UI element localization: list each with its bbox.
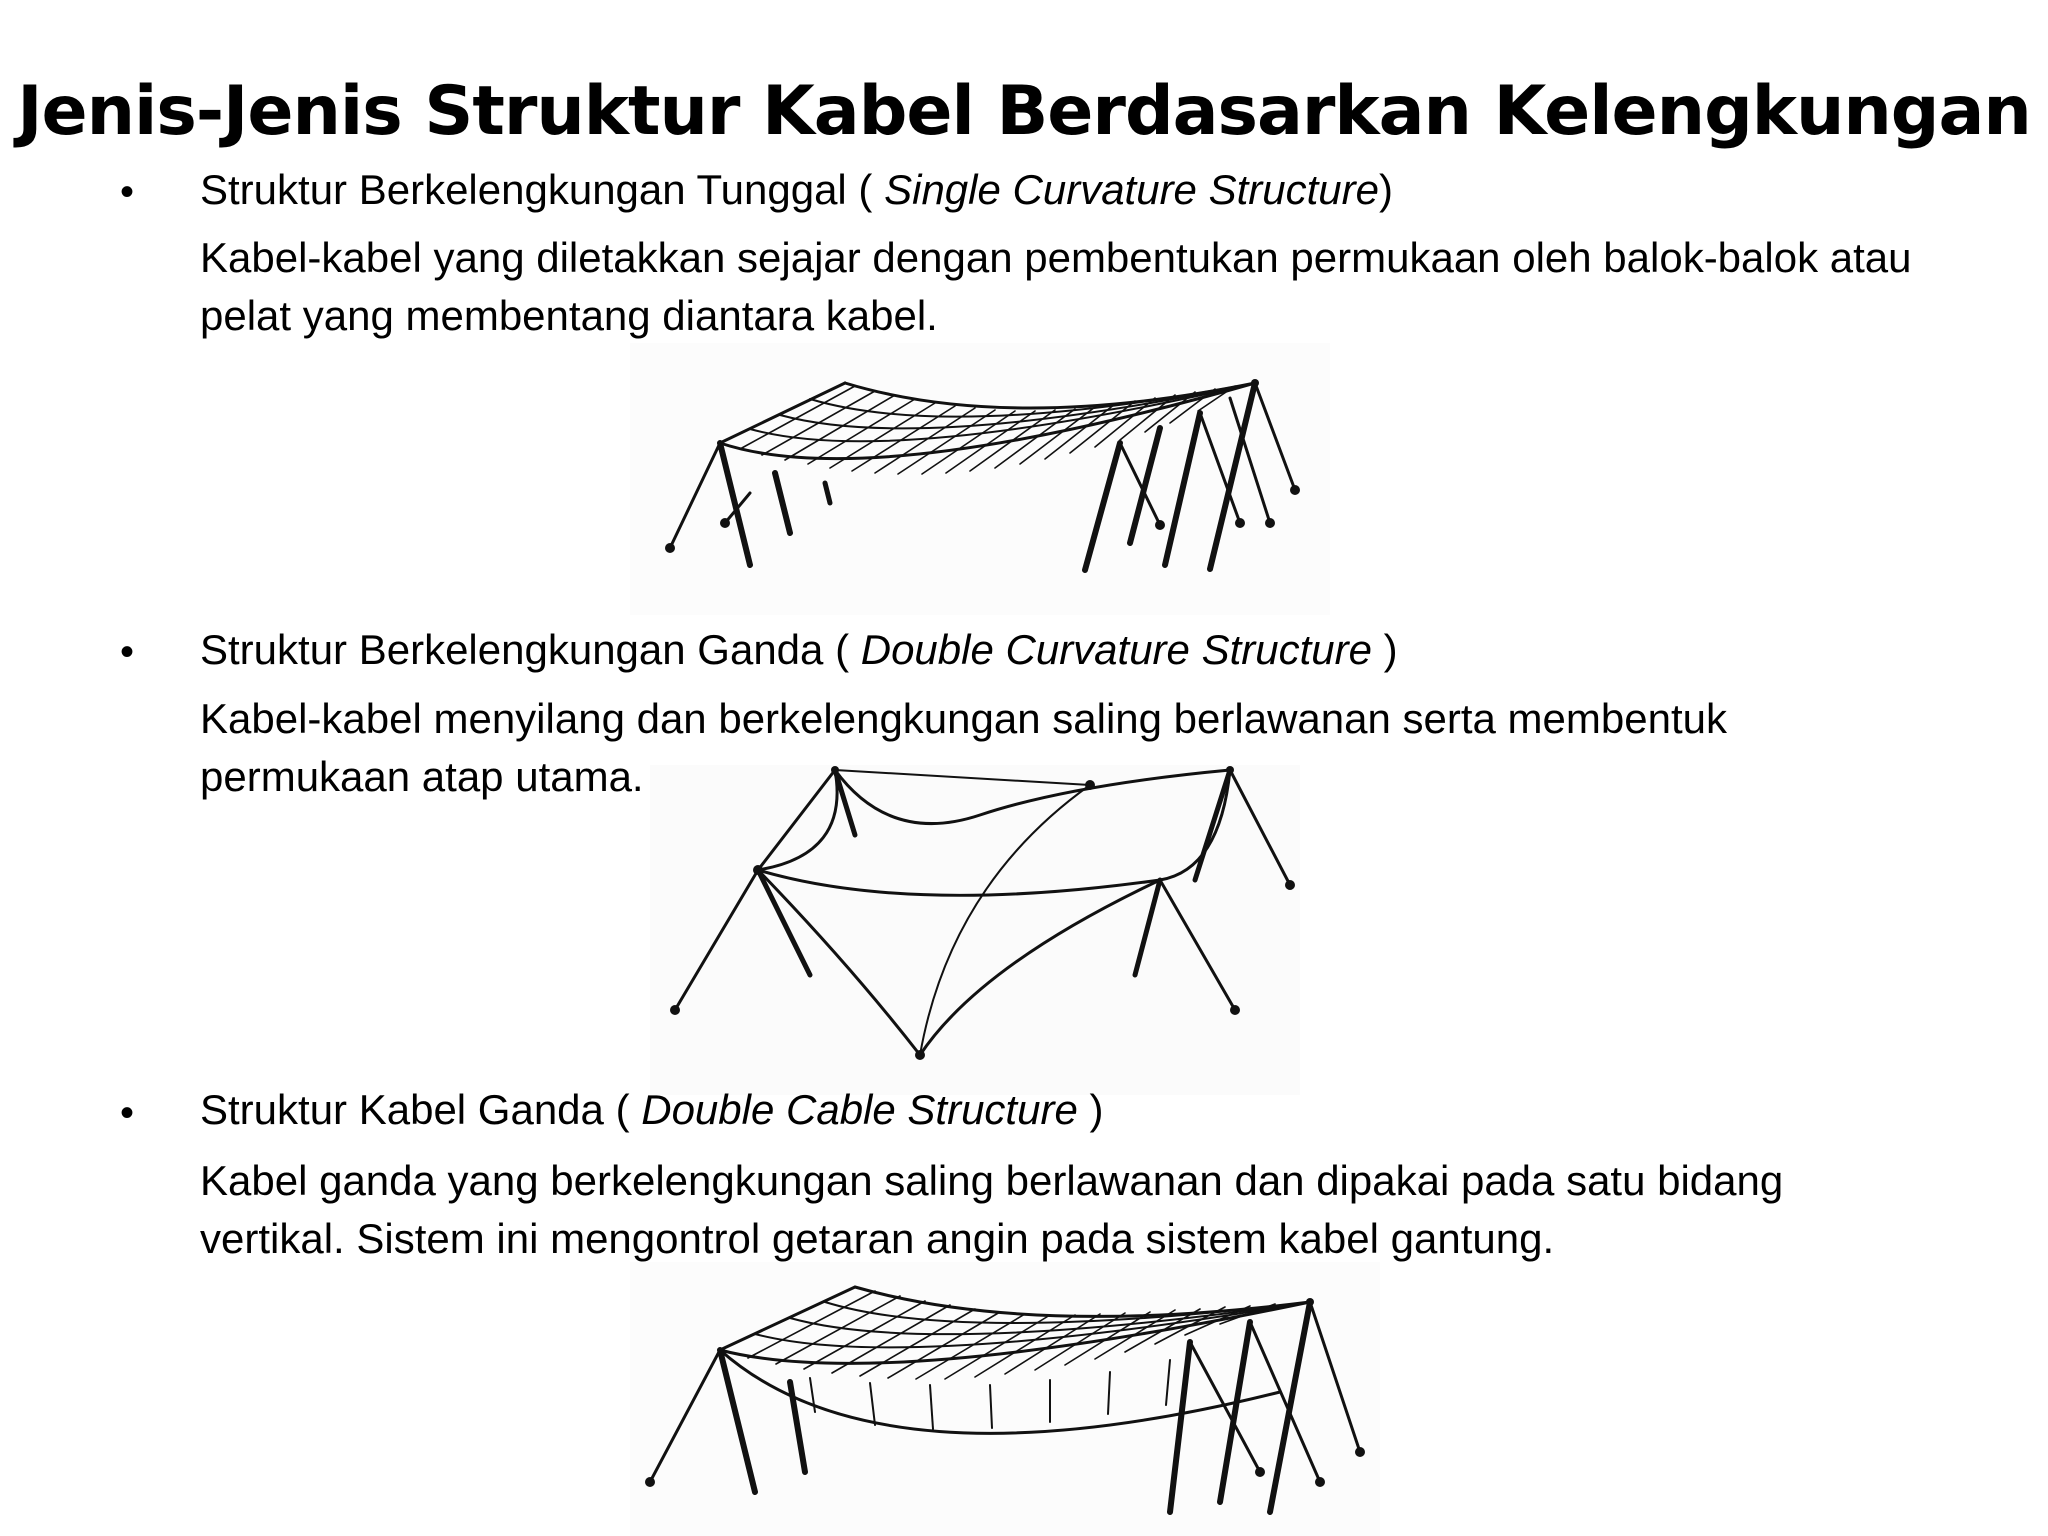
- single-curvature-roof-drawing-icon: [630, 343, 1330, 615]
- item-description: Kabel-kabel yang diletakkan sejajar dengan pembentukan permukaan oleh balok-balok atau pelat yang membentang diantara kabel.: [200, 234, 1912, 339]
- item-heading: Struktur Berkelengkungan Ganda ( Double Curvature Structure ): [200, 626, 1398, 673]
- bullet: •: [120, 1091, 135, 1135]
- item-heading: Struktur Kabel Ganda ( Double Cable Structure ): [200, 1086, 1104, 1133]
- double-curvature-tent-drawing-icon: [650, 765, 1300, 1095]
- bullet: •: [120, 170, 135, 214]
- double-cable-roof-drawing-icon: [630, 1262, 1380, 1536]
- item-description: Kabel ganda yang berkelengkungan saling berlawanan dan dipakai pada satu bidang vertikal. Sistem ini mengontrol getaran angin pada sistem kabel gantung.: [200, 1157, 1784, 1262]
- bullet: •: [120, 630, 135, 674]
- slide-title: Jenis-Jenis Struktur Kabel Berdasarkan Kelengkungan: [17, 72, 2031, 151]
- item-description: Kabel-kabel menyilang dan berkelengkungan saling berlawanan serta membentuk permukaan atap utama.: [200, 695, 1727, 800]
- item-heading: Struktur Berkelengkungan Tunggal ( Single Curvature Structure): [200, 166, 1393, 213]
